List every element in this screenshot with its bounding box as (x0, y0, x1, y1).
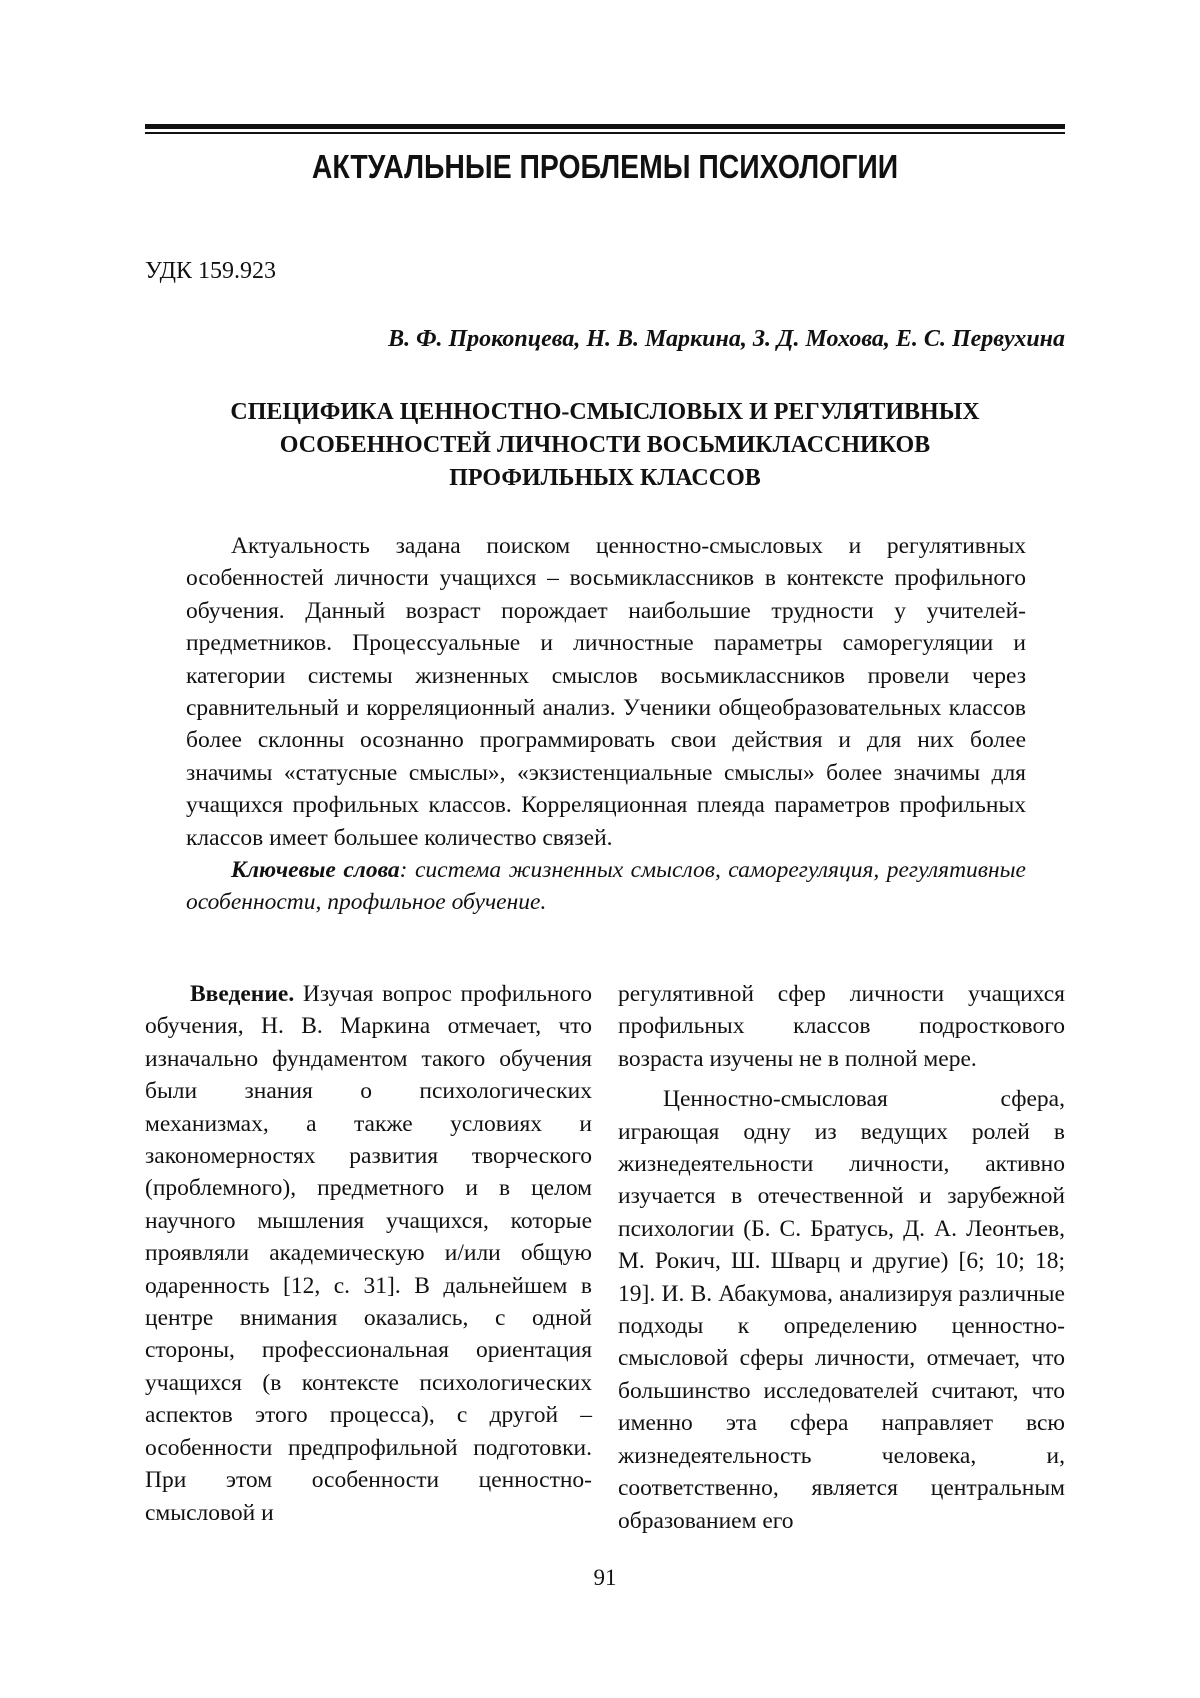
article-title-line: ОСОБЕННОСТЕЙ ЛИЧНОСТИ ВОСЬМИКЛАССНИКОВ (279, 432, 931, 458)
page-number: 91 (593, 1565, 617, 1590)
section-title: АКТУАЛЬНЫЕ ПРОБЛЕМЫ ПСИХОЛОГИИ (311, 148, 899, 185)
intro-text: Изучая вопрос профильного обучения, Н. В. Маркина отмечает, что изначально фундаментом такого обучения были знания о психологических механизмах, а также условиях и закономерностях развития творческого (проблемного), предметного и в целом научного мышления учащихся, которые проявляли академическую и/или общую одаренность [12, с. 31]. В дальнейшем в центре внимания оказались, с одной стороны, профессиональная ориентация учащихся (в контексте психологических аспектов этого процесса), с другой – особенности предпрофильной подготовки. При этом особенности ценностно-смысловой и (145, 981, 592, 1526)
abstract-text: Актуальность задана поиском ценностно-смысловых и регулятивных особенностей личности учащихся – восьмиклассников в контексте профильного обучения. Данный возраст порождает наибольшие трудности у учителей-предметников. Процессуальные и личностные параметры саморегуляции и категории системы жизненных смыслов восьмиклассников провели через сравнительный и корреляционный анализ. Ученики общеобразовательных классов более склонны осознанно программировать свои действия и для них более значимы «статусные смыслы», «экзистенциальные смыслы» более значимы для учащихся профильных классов. Корреляционная плеяда параметров профильных классов имеет большее количество связей. (186, 533, 1026, 851)
body-column-right (618, 978, 1065, 1537)
article-title-line: СПЕЦИФИКА ЦЕННОСТНО-СМЫСЛОВЫХ И РЕГУЛЯТИВНЫХ (230, 399, 980, 425)
keywords (186, 854, 1026, 919)
article-title-line: ПРОФИЛЬНЫХ КЛАССОВ (449, 465, 761, 491)
keywords-text: : система жизненных смыслов, саморегуляция, регулятивные особенности, профильное обучение. (186, 857, 1026, 916)
continued-paragraph: регулятивной сфер личности учащихся профильных классов подросткового возраста изучены не в полной мере. (618, 981, 1065, 1072)
abstract (186, 530, 1026, 919)
header-rule-thick (145, 124, 1065, 129)
keywords-label: Ключевые слова (231, 857, 400, 884)
authors: В. Ф. Прокопцева, Н. В. Маркина, З. Д. Мохова, Е. С. Первухина (388, 326, 1065, 352)
values-paragraph: Ценностно-смысловая сфера, играющая одну из ведущих ролей в жизнедеятельности личности, активно изучается в отечественной и зарубежной психологии (Б. С. Братусь, Д. А. Леонтьев, М. Рокич, Ш. Шварц и другие) [6; 10; 18; 19]. И. В. Абакумова, анализируя различные подходы к определению ценностно-смысловой сферы личности, отмечает, что большинство исследователей считают, что именно эта сфера направляет всю жизнедеятельность человека, и, соответственно, является центральным образованием его (618, 1086, 1065, 1534)
body-column-left (145, 978, 592, 1529)
article-title (145, 396, 1065, 495)
udk-code: УДК 159.923 (145, 258, 276, 284)
intro-label: Введение. (190, 981, 295, 1007)
header-rule-thin (145, 132, 1065, 134)
intro-paragraph (145, 978, 592, 1529)
